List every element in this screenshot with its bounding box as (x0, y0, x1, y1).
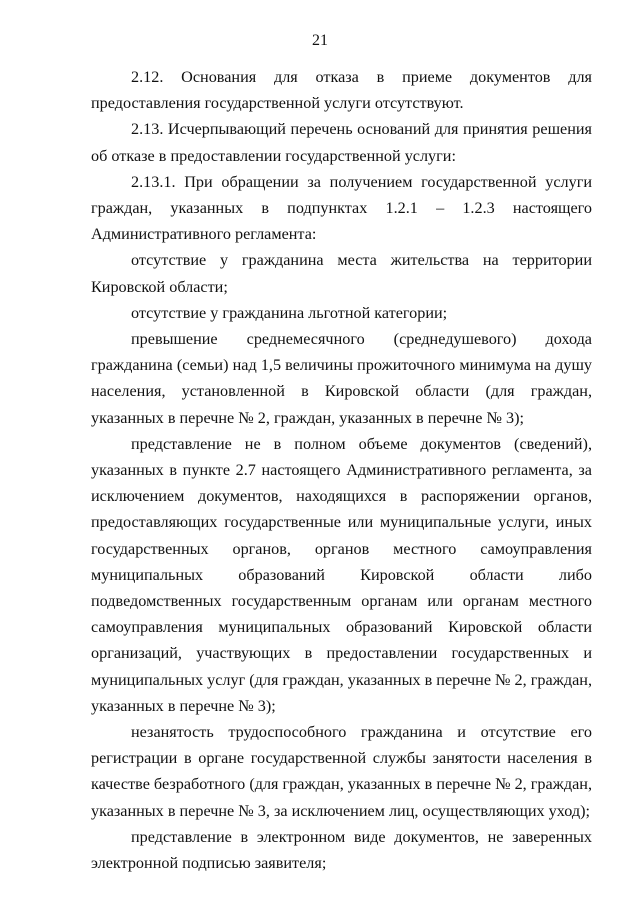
list-item-unemployment: незанятость трудоспособного гражданина и отсутствие его регистрации в органе государственной службы занятости населения в качестве безработного (для граждан, указанных в перечне № 2, граждан, указанных в перечне № 3, за исключением лиц, осуществляющих уход); (91, 723, 592, 820)
paragraph-2-12: 2.12. Основания для отказа в приеме документов для предоставления государственной услуги отсутствуют. (91, 68, 592, 113)
list-item-incomplete-documents: представление не в полном объеме документов (сведений), указанных в пункте 2.7 настоящего Административного регламента, за исключением документов, находящихся в распоряжении органов, предоставляющих государственные или муниципальные услуги, иных государственных органов, органов местного самоуправления муниципальных образований Кировской области либо подведомственных государственным органам или органам местного самоуправления муниципальных образований Кировской области организаций, участвующих в предоставлении государственных и муниципальных услуг (для граждан, указанных в перечне № 2, граждан, указанных в перечне № 3); (91, 434, 592, 715)
list-item-residence: отсутствие у гражданина места жительства на территории Кировской области; (91, 251, 592, 296)
list-item-electronic-signature: представление в электронном виде документов, не заверенных электронной подписью заявителя; (91, 827, 592, 873)
list-item-income-excess: превышение среднемесячного (среднедушевого) дохода гражданина (семьи) над 1,5 величины прожиточного минимума на душу населения, установленной в Кировской области (для граждан, указанных в перечне № 2, граждан, указанных в перечне № 3); (91, 330, 592, 427)
list-item-preferential-category: отсутствие у гражданина льготной категории; (131, 303, 448, 322)
document-body (91, 64, 592, 876)
paragraph-2-13-1: 2.13.1. При обращении за получением государственной услуги граждан, указанных в подпунктах 1.2.1 – 1.2.3 настоящего Административного регламента: (91, 172, 592, 244)
page-number: 21 (312, 32, 328, 49)
paragraph-2-13: 2.13. Исчерпывающий перечень оснований для принятия решения об отказе в предоставлении государственной услуги: (91, 120, 592, 165)
